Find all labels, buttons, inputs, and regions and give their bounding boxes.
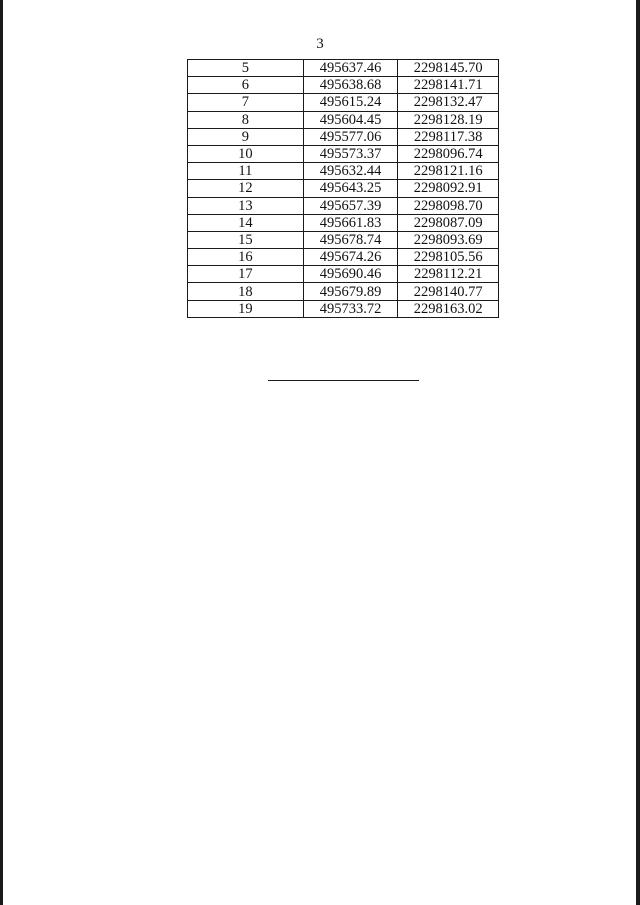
point-number-cell: 10 — [188, 145, 304, 162]
table-row — [188, 128, 499, 145]
table-row — [188, 111, 499, 128]
table-row — [188, 197, 499, 214]
x-coordinate-cell: 495573.37 — [303, 145, 398, 162]
point-number-cell: 12 — [188, 180, 304, 197]
x-coordinate-cell: 495643.25 — [303, 180, 398, 197]
table-row — [188, 145, 499, 162]
point-number-cell: 18 — [188, 283, 304, 300]
scan-edge-right — [636, 0, 640, 905]
point-number-cell: 13 — [188, 197, 304, 214]
y-coordinate-cell: 2298096.74 — [398, 145, 499, 162]
y-coordinate-cell: 2298117.38 — [398, 128, 499, 145]
point-number-cell: 16 — [188, 249, 304, 266]
y-coordinate-cell: 2298098.70 — [398, 197, 499, 214]
x-coordinate-cell: 495638.68 — [303, 77, 398, 94]
x-coordinate-cell: 495657.39 — [303, 197, 398, 214]
point-number-cell: 6 — [188, 77, 304, 94]
y-coordinate-cell: 2298105.56 — [398, 249, 499, 266]
x-coordinate-cell: 495733.72 — [303, 300, 398, 317]
y-coordinate-cell: 2298163.02 — [398, 300, 499, 317]
table-row — [188, 94, 499, 111]
x-coordinate-cell: 495678.74 — [303, 231, 398, 248]
coordinates-table-body — [188, 60, 499, 318]
y-coordinate-cell: 2298093.69 — [398, 231, 499, 248]
table-row — [188, 60, 499, 77]
table-row — [188, 249, 499, 266]
point-number-cell: 5 — [188, 60, 304, 77]
x-coordinate-cell: 495661.83 — [303, 214, 398, 231]
x-coordinate-cell: 495632.44 — [303, 163, 398, 180]
y-coordinate-cell: 2298112.21 — [398, 266, 499, 283]
table-row — [188, 77, 499, 94]
x-coordinate-cell: 495615.24 — [303, 94, 398, 111]
point-number-cell: 17 — [188, 266, 304, 283]
x-coordinate-cell: 495690.46 — [303, 266, 398, 283]
table-row — [188, 231, 499, 248]
y-coordinate-cell: 2298121.16 — [398, 163, 499, 180]
end-rule — [268, 380, 419, 381]
y-coordinate-cell: 2298141.71 — [398, 77, 499, 94]
x-coordinate-cell: 495674.26 — [303, 249, 398, 266]
point-number-cell: 7 — [188, 94, 304, 111]
y-coordinate-cell: 2298092.91 — [398, 180, 499, 197]
page-number: 3 — [316, 36, 324, 52]
y-coordinate-cell: 2298140.77 — [398, 283, 499, 300]
point-number-cell: 11 — [188, 163, 304, 180]
point-number-cell: 15 — [188, 231, 304, 248]
point-number-cell: 9 — [188, 128, 304, 145]
x-coordinate-cell: 495679.89 — [303, 283, 398, 300]
x-coordinate-cell: 495577.06 — [303, 128, 398, 145]
point-number-cell: 19 — [188, 300, 304, 317]
point-number-cell: 8 — [188, 111, 304, 128]
y-coordinate-cell: 2298145.70 — [398, 60, 499, 77]
coordinates-table — [187, 59, 499, 318]
y-coordinate-cell: 2298132.47 — [398, 94, 499, 111]
point-number-cell: 14 — [188, 214, 304, 231]
table-row — [188, 283, 499, 300]
x-coordinate-cell: 495637.46 — [303, 60, 398, 77]
table-row — [188, 266, 499, 283]
table-row — [188, 300, 499, 317]
table-row — [188, 180, 499, 197]
table-row — [188, 214, 499, 231]
scan-edge-left — [0, 0, 3, 905]
y-coordinate-cell: 2298087.09 — [398, 214, 499, 231]
x-coordinate-cell: 495604.45 — [303, 111, 398, 128]
table-row — [188, 163, 499, 180]
y-coordinate-cell: 2298128.19 — [398, 111, 499, 128]
